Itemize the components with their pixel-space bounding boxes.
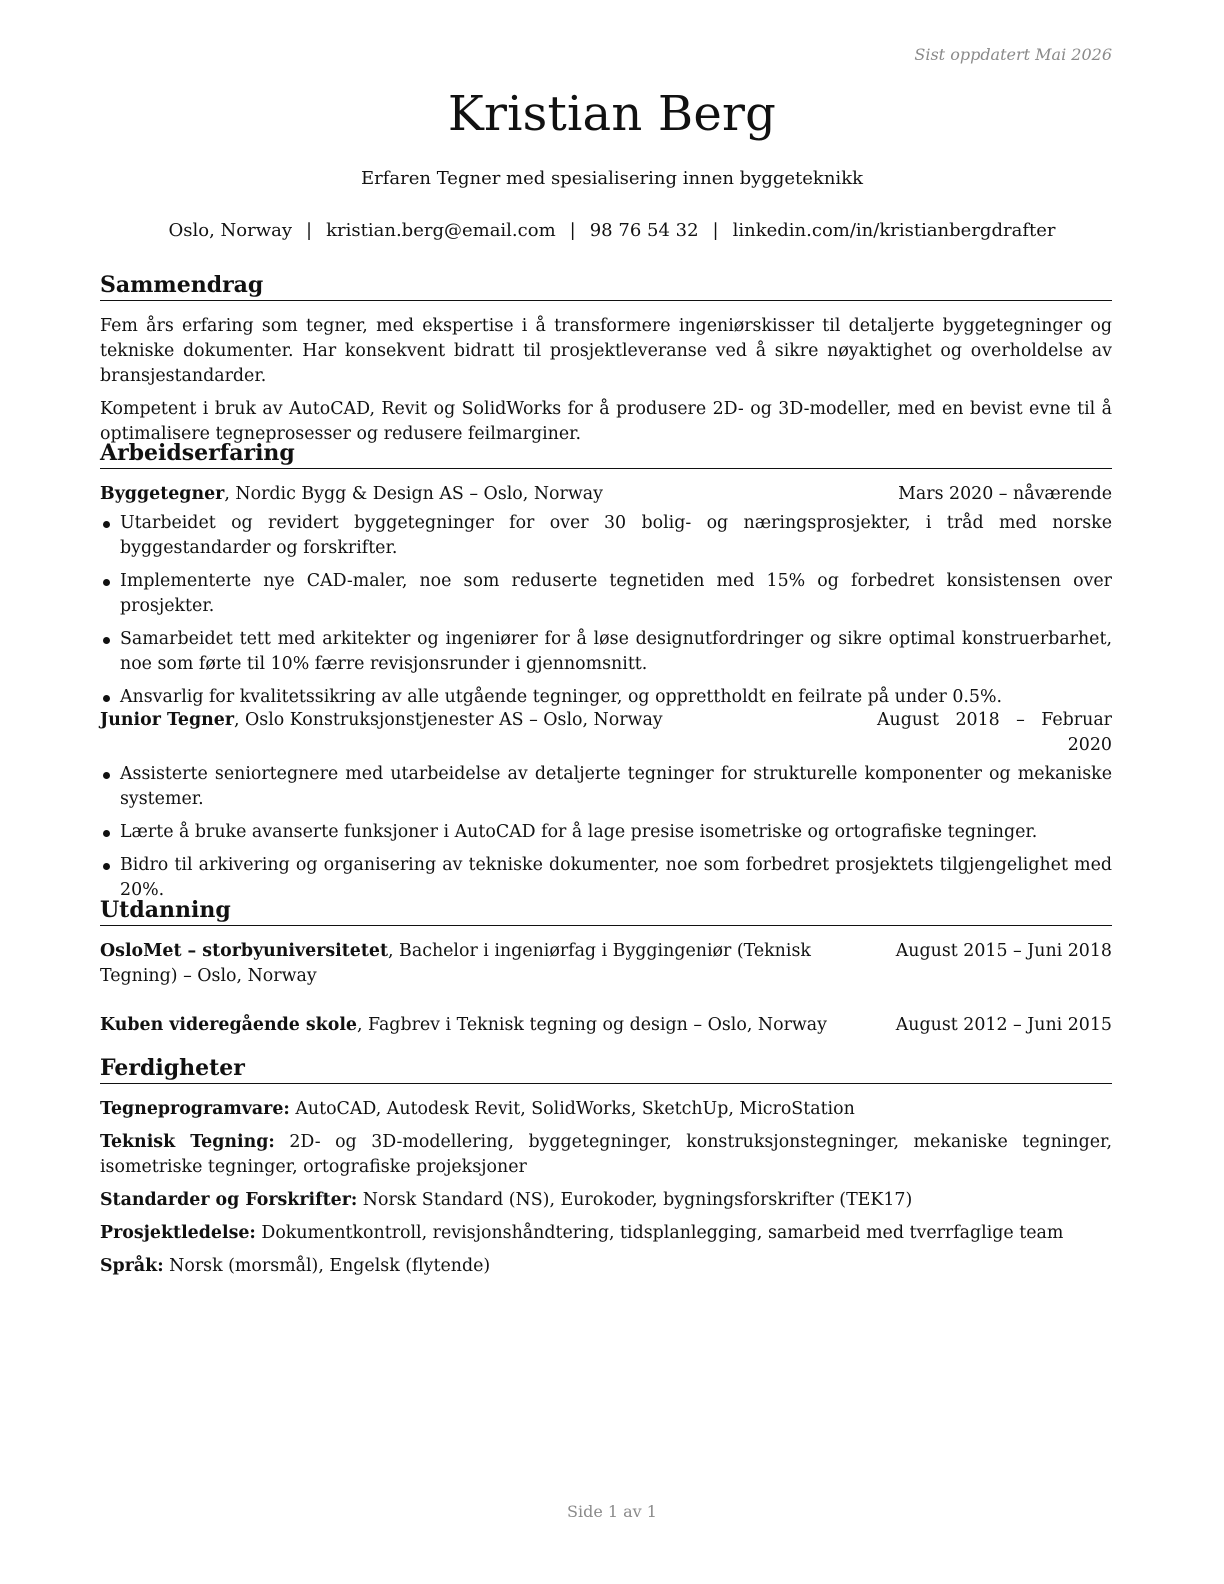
job-title-line [100,708,877,733]
contact-separator: | [712,220,719,241]
contact-separator: | [306,220,313,241]
job-bullet: Samarbeidet tett med arkitekter og ingeniører for å løse designutfordringer og sikre optimal konstruerbarhet, noe som førte til 10% færre revisjonsrunder i gjennomsnitt. [100,627,1112,677]
education-dates: August 2012 – Juni 2015 [895,1015,1112,1035]
education-school: OsloMet – storbyuniversitetet [100,941,388,961]
job-bullet: Ansvarlig for kvalitetssikring av alle utgående tegninger, og opprettholdt en feilrate på under 0.5%. [100,685,1112,710]
last-updated-note: Sist oppdatert Mai 2026 [914,45,1112,64]
section-title-skills: Ferdigheter [100,1054,1112,1084]
summary-paragraph: Fem års erfaring som tegner, med ekspertise i å transformere ingeniørskisser til detaljerte byggetegninger og tekniske dokumenter. Har konsekvent bidratt til prosjektleveranse ved å sikre nøyaktighet og overholdelse av bransjestandarder. [100,316,1112,386]
skill-label: Prosjektledelse: [100,1223,256,1243]
job-bullet: Bidro til arkivering og organisering av tekniske dokumenter, noe som forbedret prosjektets tilgjengelighet med 20%. [100,853,1112,903]
section-title-experience: Arbeidserfaring [100,439,1112,469]
contact-linkedin-link[interactable]: linkedin.com/in/kristianbergdrafter [732,220,1056,241]
job-bullet: Assisterte seniortegnere med utarbeidelse av detaljerte tegninger for strukturelle komponenter og mekaniske systemer. [100,762,1112,812]
skill-row [100,1188,1112,1213]
skill-row [100,1097,1112,1122]
skill-label: Standarder og Forskrifter: [100,1190,358,1210]
section-title-summary: Sammendrag [100,271,1112,301]
job-role: Byggetegner [100,484,225,504]
job-role: Junior Tegner [100,710,234,730]
education-entry [100,1013,1112,1038]
job-org: , Oslo Konstruksjonstjenester AS – Oslo, Norway [233,710,663,730]
skill-label: Språk: [100,1256,164,1276]
education-header [100,939,1112,989]
education-detail: , Bachelor i ingeniørfag i Byggingeniør (Teknisk Tegning) – Oslo, Norway [100,941,811,986]
summary-section [100,314,1112,447]
skill-value: Norsk Standard (NS), Eurokoder, bygningsforskrifter (TEK17) [357,1190,913,1210]
contact-line [0,220,1224,241]
page-number-footer: Side 1 av 1 [567,1502,657,1521]
contact-phone: 98 76 54 32 [589,220,699,241]
job-entry [100,708,1112,911]
job-bullet: Lærte å bruke avanserte funksjoner i AutoCAD for å lage presise isometriske og ortografiske tegninger. [100,820,1112,845]
education-dates: August 2015 – Juni 2018 [895,941,1112,961]
skill-row [100,1130,1112,1180]
job-bullet: Utarbeidet og revidert byggetegninger for over 30 bolig- og næringsprosjekter, i tråd med norske byggestandarder og forskrifter. [100,511,1112,561]
job-bullets [100,762,1112,903]
job-title-line [100,482,898,507]
job-entry [100,482,1112,718]
contact-email-link[interactable]: kristian.berg@email.com [326,220,556,241]
contact-separator: | [569,220,576,241]
job-bullets [100,511,1112,710]
education-line [100,939,896,989]
contact-location: Oslo, Norway [168,220,293,241]
education-school: Kuben videregående skole [100,1015,357,1035]
skill-value: 2D- og 3D-modellering, byggetegninger, konstruksjonstegninger, mekaniske tegninger, isometriske tegninger, ortografiske projeksjoner [100,1132,1112,1177]
skill-value: Dokumentkontroll, revisjonshåndtering, tidsplanlegging, samarbeid med tverrfaglige team [255,1223,1064,1243]
education-line [100,1013,896,1038]
summary-paragraph: Kompetent i bruk av AutoCAD, Revit og SolidWorks for å produsere 2D- og 3D-modeller, med en bevist evne til å optimalisere tegneprosesser og redusere feilmarginer. [100,399,1112,444]
skill-label: Teknisk Tegning: [100,1132,275,1152]
skill-value: AutoCAD, Autodesk Revit, SolidWorks, SketchUp, MicroStation [289,1099,855,1119]
job-bullet: Implementerte nye CAD-maler, noe som reduserte tegnetiden med 15% og forbedret konsistensen over prosjekter. [100,569,1112,619]
job-dates: Mars 2020 – nåværende [898,484,1112,504]
skill-value: Norsk (morsmål), Engelsk (flytende) [163,1256,491,1276]
section-title-education: Utdanning [100,896,1112,926]
skills-section [100,1097,1112,1287]
job-header [100,482,1112,507]
headline: Erfaren Tegner med spesialisering innen byggeteknikk [360,168,864,189]
skill-label: Tegneprogramvare: [100,1099,290,1119]
education-header [100,1013,1112,1038]
education-entry [100,939,1112,989]
job-dates: August 2018 – Februar 2020 [877,710,1112,755]
skill-row [100,1221,1112,1246]
job-org: , Nordic Bygg & Design AS – Oslo, Norway [224,484,603,504]
skill-row [100,1254,1112,1279]
education-detail: , Fagbrev i Teknisk tegning og design – Oslo, Norway [357,1015,827,1035]
job-header [100,708,1112,758]
candidate-name: Kristian Berg [447,86,777,142]
